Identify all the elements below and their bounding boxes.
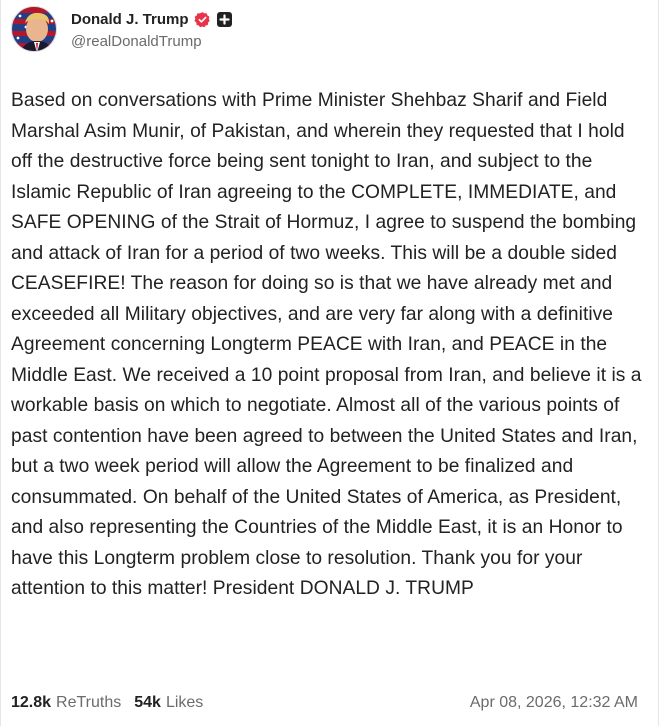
retruths-count: 12.8k <box>11 694 52 711</box>
post-footer <box>11 694 638 712</box>
retruths-label: ReTruths <box>56 694 122 711</box>
author-info <box>71 8 232 50</box>
post-header <box>11 6 232 52</box>
author-handle[interactable]: @realDonaldTrump <box>71 33 202 50</box>
post-timestamp[interactable]: Apr 08, 2026, 12:32 AM <box>469 694 638 711</box>
display-name[interactable]: Donald J. Trump <box>71 10 189 28</box>
likes-stat[interactable] <box>134 694 203 712</box>
name-row <box>71 8 232 30</box>
portrait-avatar-icon <box>12 7 57 52</box>
plus-badge-icon <box>217 12 232 27</box>
post-body: Based on conversations with Prime Minister Shehbaz Sharif and Field Marshal Asim Munir, of Pakistan, and wherein they requested that I hold off the destructive force being sent tonight to Iran, and subject to the Islamic Republic of Iran agreeing to the COMPLETE, IMMEDIATE, and SAFE OPENING of the Strait of Hormuz, I agree to suspend the bombing and attack of Iran for a period of two weeks. This will be a double sided CEASEFIRE! The reason for doing so is that we have already met and exceeded all Military objectives, and are very far along with a definitive Agreement concerning Longterm PEACE with Iran, and PEACE in the Middle East. We received a 10 point proposal from Iran, and believe it is a workable basis on which to negotiate. Almost all of the various points of past contention have been agreed to between the United States and Iran, but a two week period will allow the Agreement to be finalized and consummated. On behalf of the United States of America, as President, and also representing the Countries of the Middle East, it is an Honor to have this Longterm problem close to resolution. Thank you for your attention to this matter! President DONALD J. TRUMP <box>11 90 642 599</box>
likes-count: 54k <box>134 694 161 711</box>
avatar[interactable] <box>11 6 57 52</box>
retruths-stat[interactable] <box>11 694 121 712</box>
verified-badge-icon <box>194 11 211 28</box>
likes-label: Likes <box>165 694 204 711</box>
